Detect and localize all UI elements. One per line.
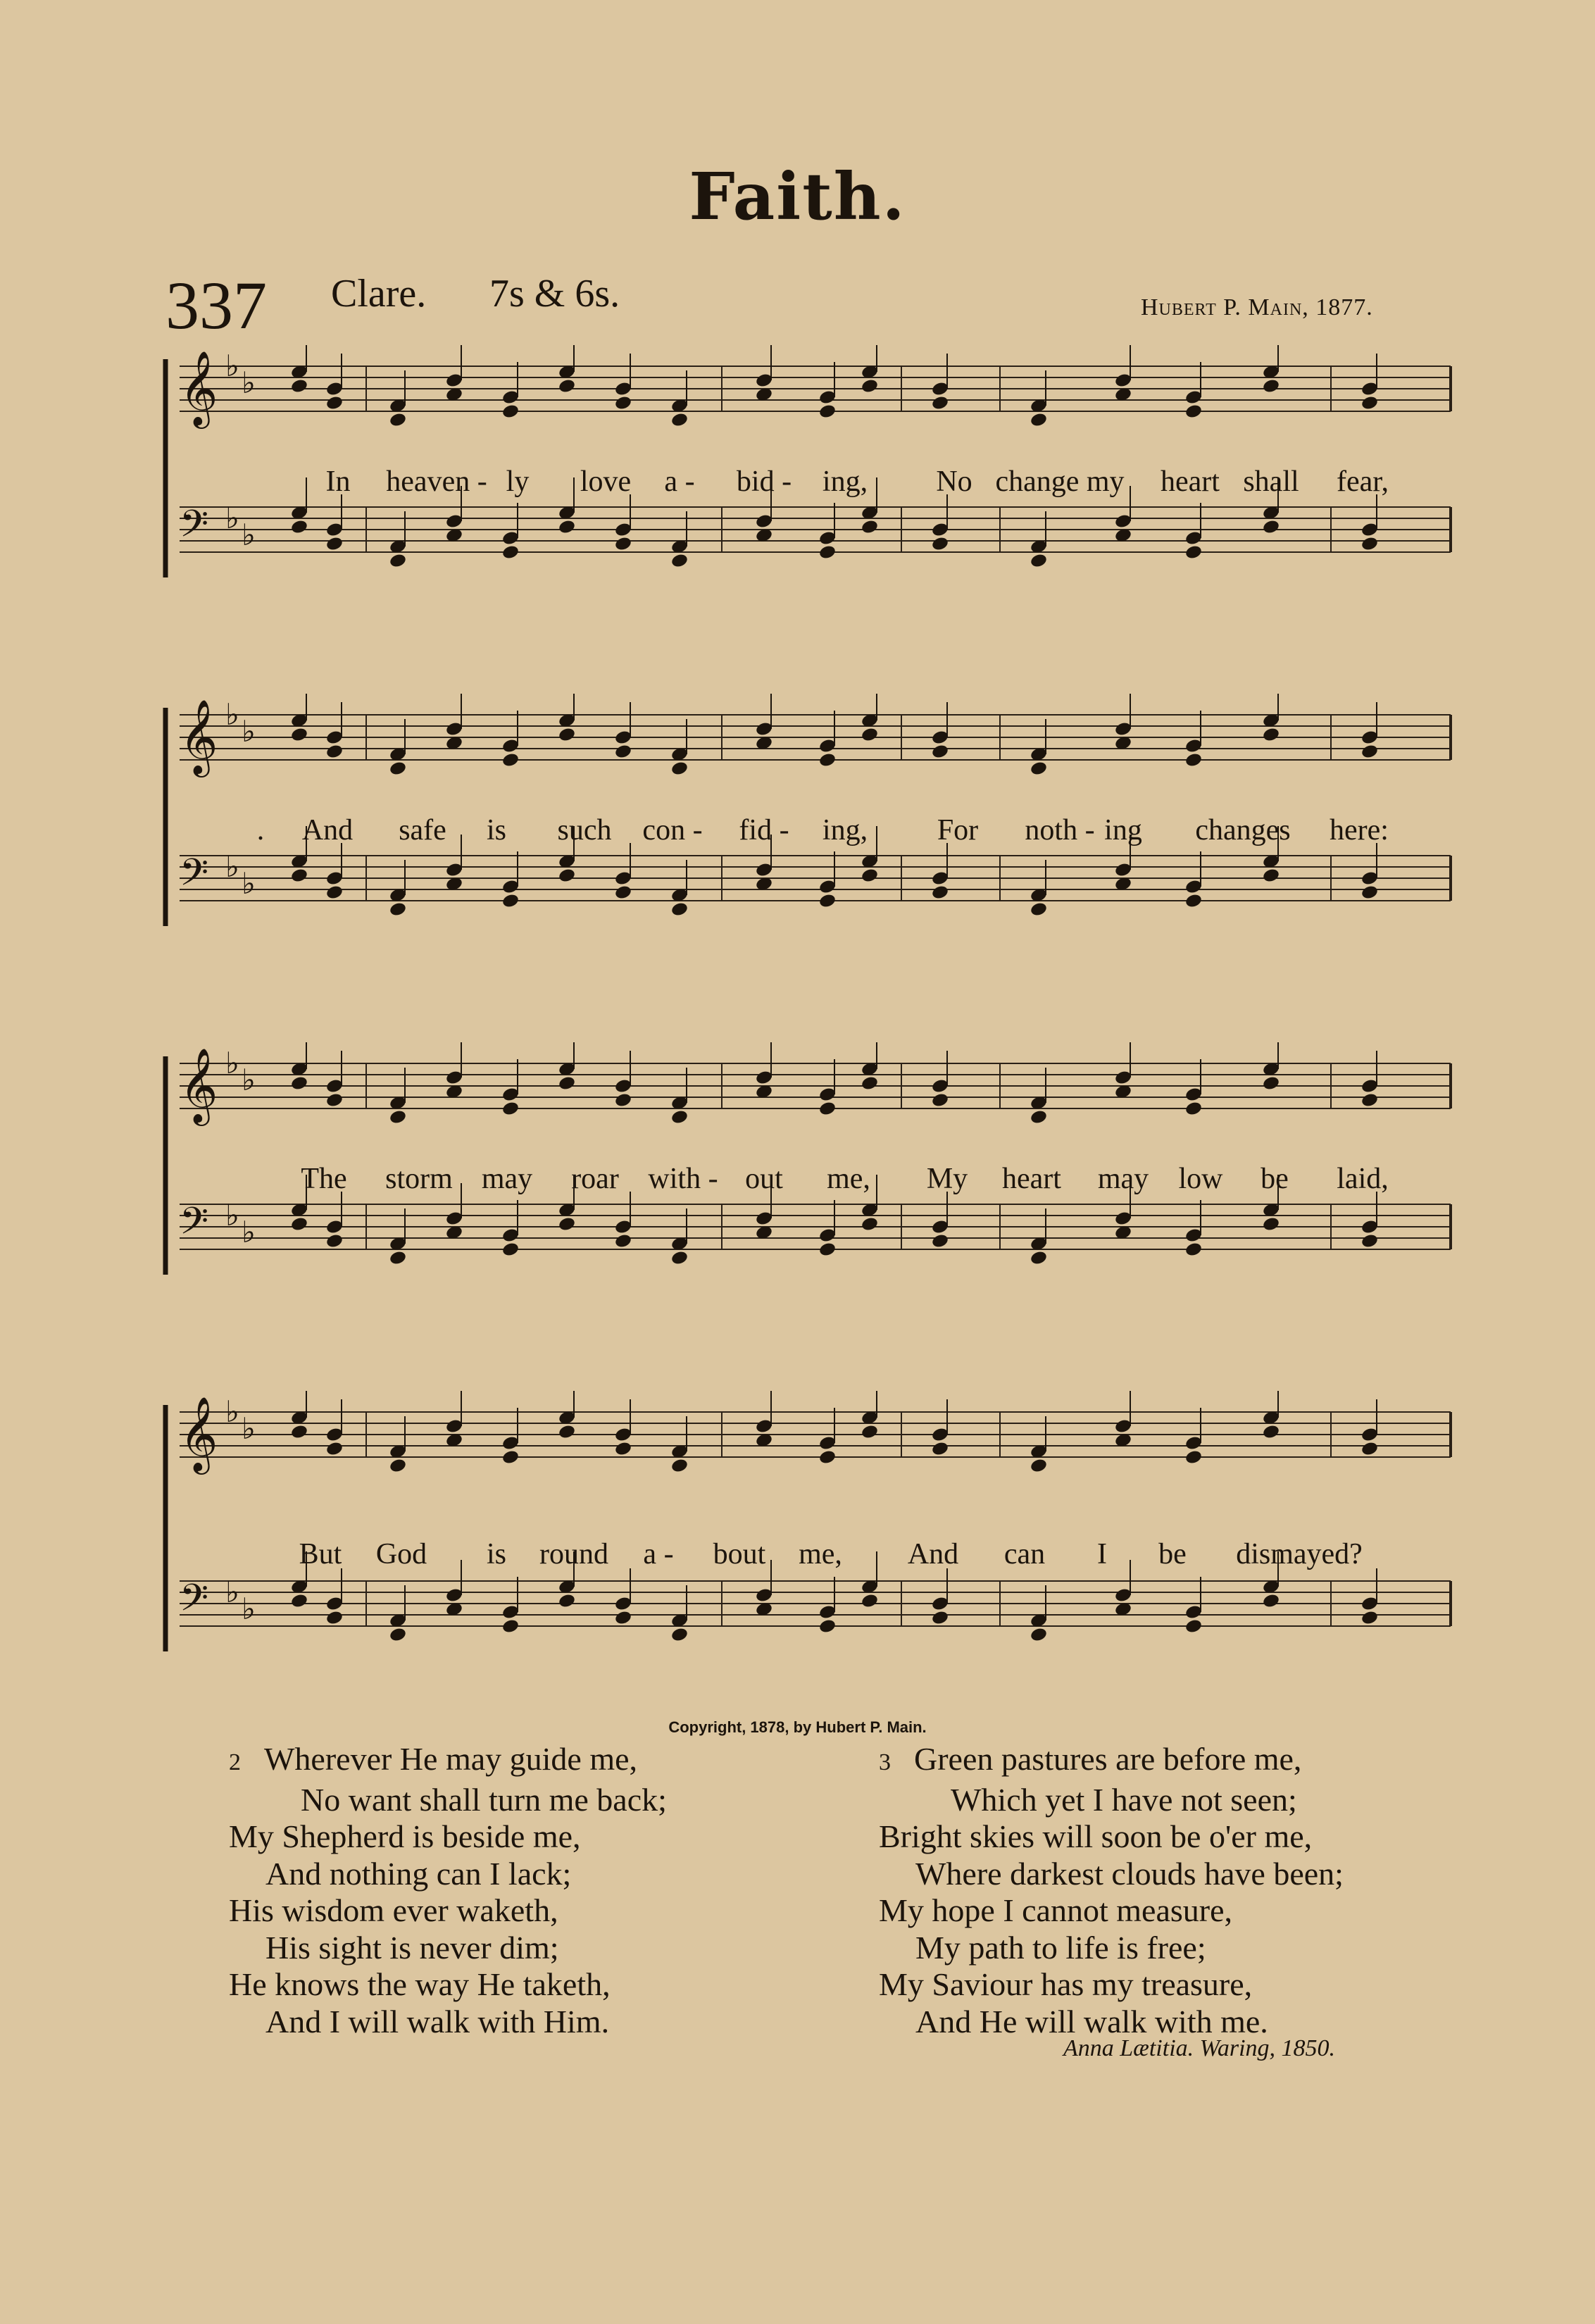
- flat-icon: ♭: [242, 1063, 256, 1097]
- composer-credit: Hubert P. Main, 1877.: [1141, 294, 1373, 320]
- note-head: [670, 1627, 689, 1643]
- lyric-syllable: fid -: [739, 814, 789, 846]
- treble-clef-icon: 𝄞: [180, 1396, 218, 1471]
- lyric-syllable: dismayed?: [1236, 1538, 1363, 1570]
- note-head: [389, 1250, 407, 1266]
- note-head: [670, 1458, 689, 1474]
- note-head: [818, 1101, 837, 1117]
- page-title: Faith.: [689, 158, 906, 235]
- note-head: [558, 727, 576, 743]
- note-head: [670, 1109, 689, 1125]
- note-head: [389, 1458, 407, 1474]
- note-head: [1262, 378, 1280, 394]
- treble-staff: [180, 1042, 1451, 1126]
- note-head: [818, 544, 837, 561]
- note-head: [389, 553, 407, 569]
- note-head: [1361, 744, 1379, 760]
- note-head: [501, 544, 520, 561]
- note-head: [325, 1441, 344, 1457]
- stanza-line: His sight is never dim;: [265, 1929, 559, 1966]
- lyric-syllable: con -: [642, 814, 703, 846]
- flat-icon: ♭: [242, 1592, 256, 1626]
- lyric-syllable: heart: [1002, 1163, 1061, 1195]
- lyric-syllable: storm: [385, 1163, 453, 1195]
- lyric-syllable: low: [1178, 1163, 1223, 1195]
- lyric-syllable: a -: [664, 466, 695, 498]
- note-head: [1030, 1109, 1048, 1125]
- note-head: [290, 1593, 308, 1609]
- treble-clef-icon: 𝄞: [180, 1047, 218, 1123]
- note-head: [931, 885, 949, 901]
- note-head: [614, 395, 632, 411]
- note-head: [325, 395, 344, 411]
- stanza-line: My Saviour has my treasure,: [879, 1966, 1253, 2002]
- note-head: [861, 1424, 879, 1440]
- note-head: [614, 885, 632, 901]
- author-credit: Anna Lætitia. Waring, 1850.: [1063, 2035, 1336, 2061]
- note-head: [1262, 519, 1280, 535]
- lyric-syllable: ing,: [822, 814, 868, 846]
- note-head: [558, 1424, 576, 1440]
- flat-icon: ♭: [242, 866, 256, 901]
- note-head: [558, 1216, 576, 1232]
- note-head: [389, 1109, 407, 1125]
- treble-staff: [180, 345, 1451, 429]
- note-head: [861, 378, 879, 394]
- treble-clef-icon: 𝄞: [180, 699, 218, 774]
- note-head: [1184, 1242, 1203, 1258]
- lyric-syllable: shall: [1243, 466, 1299, 498]
- lyric-syllable: changes: [1195, 814, 1291, 846]
- treble-staff: [180, 694, 1451, 777]
- note-head: [1184, 1449, 1203, 1466]
- lyric-syllable: I: [1097, 1538, 1107, 1570]
- note-head: [1361, 395, 1379, 411]
- lyric-syllable: safe: [399, 814, 446, 846]
- stanza-line: My hope I cannot measure,: [879, 1892, 1233, 1928]
- lyric-syllable: But: [299, 1538, 342, 1570]
- lyrics-line-4: [158, 1537, 1454, 1580]
- note-head: [389, 1627, 407, 1643]
- stanza-number: 2: [229, 1749, 241, 1775]
- flat-icon: ♭: [242, 366, 256, 400]
- note-head: [818, 1242, 837, 1258]
- lyric-syllable: may: [481, 1163, 533, 1195]
- note-head: [325, 885, 344, 901]
- lyric-syllable: with -: [648, 1163, 718, 1195]
- lyric-syllable: change my: [995, 466, 1125, 498]
- lyric-syllable: roar: [571, 1163, 619, 1195]
- note-head: [614, 536, 632, 552]
- stanza-line: And I will walk with Him.: [265, 2003, 610, 2039]
- note-head: [501, 1618, 520, 1635]
- stanza-line: 3 Green pastures are before me,: [879, 1741, 1344, 1782]
- flat-icon: ♭: [242, 1215, 256, 1249]
- note-head: [1030, 901, 1048, 918]
- lyric-syllable: be: [1261, 1163, 1289, 1195]
- stanza-line: Bright skies will soon be o'er me,: [879, 1818, 1313, 1854]
- lyric-syllable: out: [745, 1163, 783, 1195]
- bass-clef-icon: 𝄢: [180, 851, 209, 904]
- lyric-syllable: The: [301, 1163, 347, 1195]
- note-head: [818, 752, 837, 768]
- note-head: [558, 1075, 576, 1092]
- flat-icon: ♭: [225, 1198, 239, 1232]
- flat-icon: ♭: [225, 697, 239, 732]
- note-head: [290, 727, 308, 743]
- note-head: [1184, 544, 1203, 561]
- note-head: [1361, 1233, 1379, 1249]
- stanza-line: 2 Wherever He may guide me,: [229, 1741, 667, 1782]
- note-head: [290, 378, 308, 394]
- note-head: [861, 1075, 879, 1092]
- lyric-syllable: bid -: [736, 466, 792, 498]
- note-head: [501, 893, 520, 909]
- note-head: [290, 868, 308, 884]
- note-head: [931, 744, 949, 760]
- note-head: [389, 412, 407, 428]
- bass-clef-icon: 𝄢: [180, 1200, 209, 1252]
- note-head: [861, 868, 879, 884]
- copyright-notice: Copyright, 1878, by Hubert P. Main.: [668, 1718, 927, 1736]
- note-head: [389, 761, 407, 777]
- lyric-syllable: In: [325, 466, 351, 498]
- note-head: [614, 1441, 632, 1457]
- note-head: [1361, 1092, 1379, 1108]
- note-head: [1361, 1441, 1379, 1457]
- stanza-number: 3: [879, 1749, 891, 1775]
- note-head: [670, 901, 689, 918]
- treble-clef-icon: 𝄞: [180, 350, 218, 425]
- lyrics-line-3: [158, 1162, 1454, 1204]
- flat-icon: ♭: [242, 714, 256, 749]
- lyric-syllable: laid,: [1337, 1163, 1389, 1195]
- flat-icon: ♭: [225, 1394, 239, 1429]
- note-head: [1030, 553, 1048, 569]
- note-head: [931, 1441, 949, 1457]
- lyrics-line-2: [158, 813, 1454, 856]
- note-head: [1361, 1610, 1379, 1626]
- lyric-syllable: My: [926, 1163, 968, 1195]
- note-head: [931, 536, 949, 552]
- note-head: [931, 1233, 949, 1249]
- note-head: [501, 1449, 520, 1466]
- note-head: [1262, 1216, 1280, 1232]
- stanza-line: His wisdom ever waketh,: [229, 1892, 558, 1928]
- bass-clef-icon: 𝄢: [180, 1577, 209, 1629]
- note-head: [614, 1092, 632, 1108]
- note-head: [1030, 1458, 1048, 1474]
- note-head: [1361, 885, 1379, 901]
- lyric-syllable: noth -: [1025, 814, 1095, 846]
- note-head: [558, 519, 576, 535]
- note-head: [861, 519, 879, 535]
- lyric-syllable: is: [486, 1538, 507, 1570]
- lyric-syllable: And: [301, 814, 354, 846]
- flat-icon: ♭: [242, 518, 256, 552]
- meter: 7s & 6s.: [489, 272, 620, 316]
- lyric-syllable: God: [375, 1538, 427, 1570]
- flat-icon: ♭: [225, 849, 239, 884]
- note-head: [931, 395, 949, 411]
- note-head: [1184, 752, 1203, 768]
- flat-icon: ♭: [225, 349, 239, 383]
- note-head: [389, 901, 407, 918]
- note-head: [861, 727, 879, 743]
- note-head: [558, 868, 576, 884]
- treble-staff: [180, 1391, 1451, 1475]
- lyric-syllable: may: [1097, 1163, 1149, 1195]
- lyric-syllable: ly: [506, 466, 530, 498]
- lyric-syllable: No: [936, 466, 972, 498]
- note-head: [818, 893, 837, 909]
- note-head: [325, 536, 344, 552]
- lyric-syllable: For: [937, 814, 979, 846]
- lyric-syllable: such: [557, 814, 612, 846]
- lyric-syllable: me,: [799, 1538, 842, 1570]
- lyric-syllable: heaven -: [386, 466, 487, 498]
- stanza-line: My Shepherd is beside me,: [229, 1818, 581, 1854]
- note-head: [818, 1449, 837, 1466]
- bass-clef-icon: 𝄢: [180, 503, 209, 555]
- note-head: [1030, 1627, 1048, 1643]
- music-system-4: [158, 1391, 1454, 1715]
- note-head: [325, 1092, 344, 1108]
- music-system-3: [158, 1042, 1454, 1338]
- lyric-syllable: is: [486, 814, 507, 846]
- note-head: [558, 1593, 576, 1609]
- note-head: [1030, 761, 1048, 777]
- lyric-syllable: fear,: [1336, 466, 1389, 498]
- note-head: [501, 1242, 520, 1258]
- note-head: [290, 1075, 308, 1092]
- note-head: [325, 1233, 344, 1249]
- note-head: [670, 412, 689, 428]
- lyric-syllable: ing: [1104, 814, 1142, 846]
- lyric-syllable: bout: [713, 1538, 766, 1570]
- note-head: [1184, 893, 1203, 909]
- lyric-syllable: And: [907, 1538, 959, 1570]
- note-head: [614, 1233, 632, 1249]
- note-head: [1262, 1593, 1280, 1609]
- lyric-syllable: round: [539, 1538, 608, 1570]
- stanza-line: No want shall turn me back;: [301, 1781, 667, 1818]
- note-head: [1262, 1424, 1280, 1440]
- note-head: [818, 404, 837, 420]
- note-head: [861, 1216, 879, 1232]
- note-head: [325, 744, 344, 760]
- lyric-syllable: here:: [1330, 814, 1389, 846]
- note-head: [670, 761, 689, 777]
- flat-icon: ♭: [225, 1046, 239, 1080]
- lyric-syllable: can: [1003, 1538, 1046, 1570]
- note-head: [501, 404, 520, 420]
- stanza-line: And nothing can I lack;: [265, 1855, 572, 1892]
- note-head: [614, 1610, 632, 1626]
- note-head: [1030, 412, 1048, 428]
- lyric-syllable: .: [256, 814, 265, 846]
- hymn-number: 337: [165, 268, 267, 343]
- music-system-1: [158, 345, 1454, 641]
- lyric-syllable: ing,: [822, 466, 868, 498]
- note-head: [670, 1250, 689, 1266]
- stanza-line: Where darkest clouds have been;: [915, 1855, 1344, 1892]
- note-head: [818, 1618, 837, 1635]
- music-system-2: [158, 694, 1454, 989]
- stanza-line: And He will walk with me.: [915, 2003, 1268, 2039]
- note-head: [1361, 536, 1379, 552]
- lyric-syllable: love: [580, 466, 632, 498]
- note-head: [1262, 727, 1280, 743]
- note-head: [558, 378, 576, 394]
- stanza-2: [229, 1741, 667, 2040]
- note-head: [1184, 404, 1203, 420]
- note-head: [1184, 1101, 1203, 1117]
- note-head: [614, 744, 632, 760]
- flat-icon: ♭: [242, 1411, 256, 1446]
- note-head: [325, 1610, 344, 1626]
- lyric-syllable: me,: [827, 1163, 870, 1195]
- note-head: [931, 1092, 949, 1108]
- note-head: [290, 1216, 308, 1232]
- flat-icon: ♭: [225, 501, 239, 535]
- note-head: [501, 1101, 520, 1117]
- stanza-line: My path to life is free;: [915, 1929, 1206, 1966]
- note-head: [1262, 868, 1280, 884]
- note-head: [1262, 1075, 1280, 1092]
- lyric-syllable: a -: [643, 1538, 674, 1570]
- flat-icon: ♭: [225, 1575, 239, 1609]
- stanza-line: Which yet I have not seen;: [951, 1781, 1297, 1818]
- lyric-syllable: heart: [1161, 466, 1220, 498]
- note-head: [861, 1593, 879, 1609]
- note-head: [1184, 1618, 1203, 1635]
- stanza-line: He knows the way He taketh,: [229, 1966, 611, 2002]
- tune-name: Clare.: [331, 272, 427, 316]
- note-head: [290, 519, 308, 535]
- stanza-3: [879, 1741, 1344, 2040]
- note-head: [670, 553, 689, 569]
- note-head: [931, 1610, 949, 1626]
- note-head: [290, 1424, 308, 1440]
- note-head: [1030, 1250, 1048, 1266]
- lyrics-line-1: [158, 465, 1454, 507]
- note-head: [501, 752, 520, 768]
- lyric-syllable: be: [1158, 1538, 1187, 1570]
